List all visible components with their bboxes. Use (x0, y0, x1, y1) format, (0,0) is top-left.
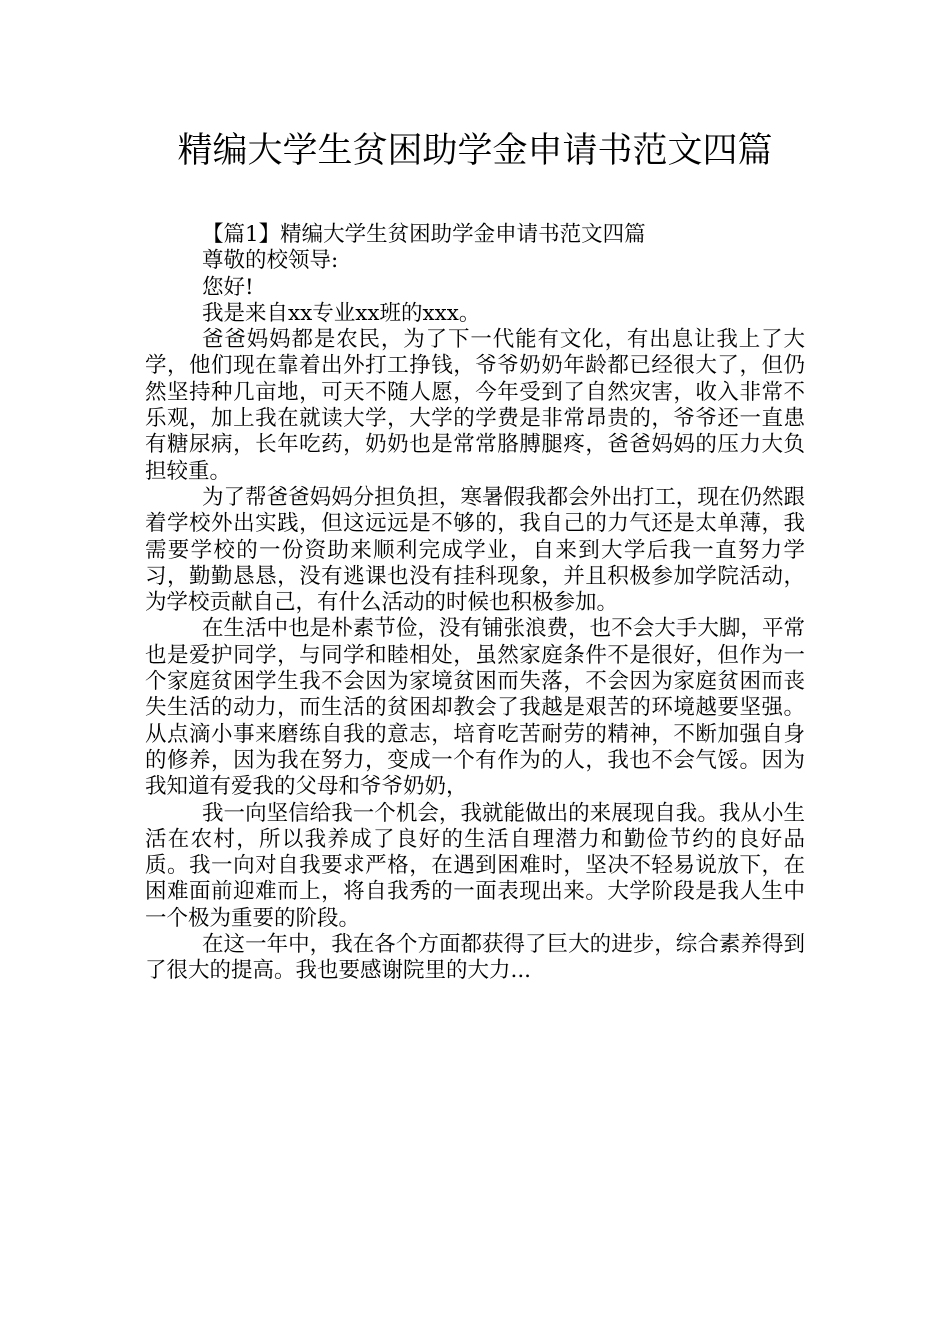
body-paragraph: 在这一年中，我在各个方面都获得了巨大的进步，综合素养得到了很大的提高。我也要感谢院里的大力... (145, 932, 805, 984)
document-title: 精编大学生贫困助学金申请书范文四篇 (177, 131, 773, 171)
body-paragraph: 我一向坚信给我一个机会，我就能做出的来展现自我。我从小生活在农村，所以我养成了良好的生活自理潜力和勤俭节约的良好品质。我一向对自我要求严格，在遇到困难时，坚决不轻易说放下，在困难面前迎难而上，将自我秀的一面表现出来。大学阶段是我人生中一个极为重要的阶段。 (145, 800, 805, 931)
body-paragraph: 爸爸妈妈都是农民，为了下一代能有文化，有出息让我上了大学，他们现在靠着出外打工挣钱，爷爷奶奶年龄都已经很大了，但仍然坚持种几亩地，可天不随人愿，今年受到了自然灾害，收入非常不乐观，加上我在就读大学，大学的学费是非常昂贵的，爷爷还一直患有糖尿病，长年吃药，奶奶也是常常胳膊腿疼，爸爸妈妈的压力大负担较重。 (145, 327, 805, 484)
section-heading: 【篇1】精编大学生贫困助学金申请书范文四篇 (202, 222, 646, 247)
self-introduction: 我是来自xx专业xx班的xxx。 (202, 300, 481, 326)
body-paragraph: 为了帮爸爸妈妈分担负担，寒暑假我都会外出打工，现在仍然跟着学校外出实践，但这远远是不够的，我自己的力气还是太单薄，我需要学校的一份资助来顺利完成学业，自来到大学后我一直努力学习，勤勤恳恳，没有逃课也没有挂科现象，并且积极参加学院活动，为学校贡献自己，有什么活动的时候也积极参加。 (145, 484, 805, 616)
salutation: 尊敬的校领导: (202, 248, 339, 274)
body-paragraph: 在生活中也是朴素节俭，没有铺张浪费，也不会大手大脚，平常也是爱护同学，与同学和睦相处，虽然家庭条件不是很好，但作为一个家庭贫困学生我不会因为家境贫困而失落，不会因为家庭贫困而丧失生活的动力，而生活的贫困却教会了我越是艰苦的环境越要坚强。从点滴小事来磨练自我的意志，培育吃苦耐劳的精神，不断加强自身的修养，因为我在努力，变成一个有作为的人，我也不会气馁。因为我知道有爱我的父母和爷爷奶奶， (145, 616, 805, 800)
greeting: 您好! (202, 274, 254, 300)
document-body (145, 222, 805, 985)
